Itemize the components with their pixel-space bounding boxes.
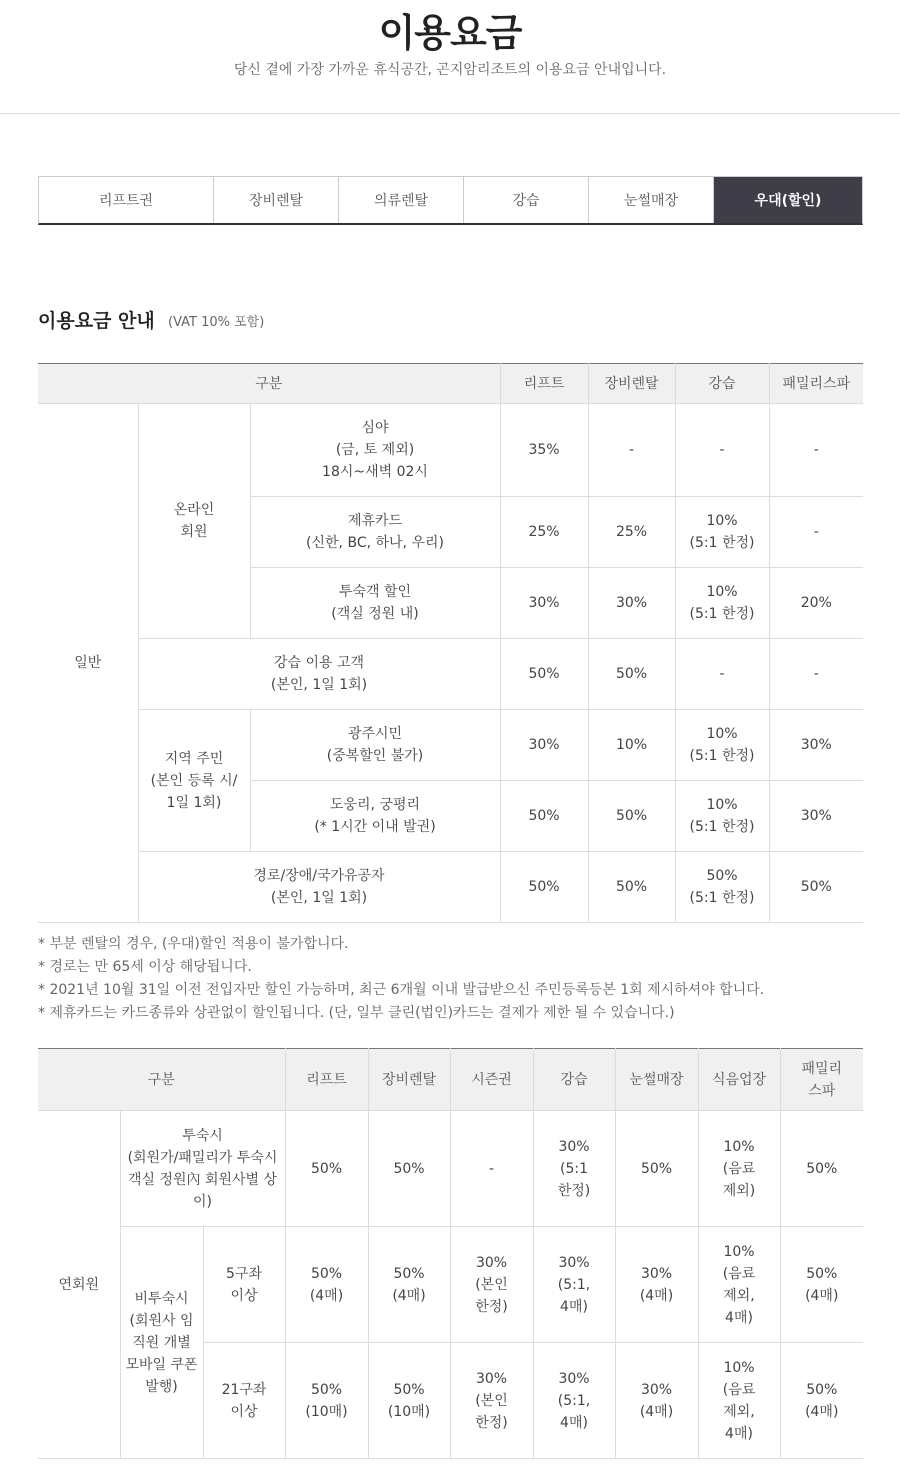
cell-value: 10% (음료 제외, 4매): [698, 1343, 780, 1459]
cell-value: 10% (5:1 한정): [675, 710, 769, 781]
cell-value: -: [769, 639, 863, 710]
row-label: 제휴카드 (신한, BC, 하나, 우리): [250, 497, 500, 568]
cell-value: 30%: [500, 568, 588, 639]
row-label: 투숙객 할인 (객실 정원 내): [250, 568, 500, 639]
row-label: 심야 (금, 토 제외) 18시~새벽 02시: [250, 404, 500, 497]
row-label: 강습 이용 고객 (본인, 1일 1회): [138, 639, 500, 710]
header-family-spa: 패밀리스파: [769, 364, 863, 404]
cell-value: 30%: [769, 781, 863, 852]
cell-value: 10% (5:1 한정): [675, 568, 769, 639]
page-title: 이용요금: [378, 11, 522, 55]
cell-value: 50%: [588, 781, 675, 852]
cell-value: 50% (4매): [780, 1343, 863, 1459]
header-family-spa: 패밀리 스파: [780, 1049, 863, 1111]
header-category: 구분: [38, 364, 500, 404]
header-season-pass: 시즌권: [450, 1049, 533, 1111]
header-lesson: 강습: [533, 1049, 615, 1111]
header-restaurant: 식음업장: [698, 1049, 780, 1111]
cell-value: 10% (5:1 한정): [675, 781, 769, 852]
note-item: * 2021년 10월 31일 이전 전입자만 할인 가능하며, 최근 6개월 이내 발급받으신 주민등록등본 1회 제시하셔야 합니다.: [38, 982, 765, 998]
member-discount-table: [38, 1048, 863, 1459]
cell-value: 50%: [285, 1111, 368, 1227]
cell-value: 10%: [588, 710, 675, 781]
cell-value: 25%: [500, 497, 588, 568]
cell-value: 20%: [769, 568, 863, 639]
row-label: 경로/장애/국가유공자 (본인, 1일 1회): [138, 852, 500, 923]
cell-value: 10% (음료 제외): [698, 1111, 780, 1227]
cell-value: 50%: [769, 852, 863, 923]
cell-value: -: [588, 404, 675, 497]
table-row: [38, 1111, 863, 1227]
cell-value: 50%: [588, 639, 675, 710]
table-row: [38, 1227, 863, 1343]
row-label: 5구좌 이상: [203, 1227, 285, 1343]
cell-value: 10% (음료 제외, 4매): [698, 1227, 780, 1343]
table-header-row: [38, 364, 863, 404]
cell-value: 35%: [500, 404, 588, 497]
cell-value: 50%: [588, 852, 675, 923]
tab-lift-ticket[interactable]: 리프트권: [39, 177, 214, 223]
cell-value: 30% (5:1 한정): [533, 1111, 615, 1227]
page-header: [0, 0, 900, 114]
cell-value: 30%: [588, 568, 675, 639]
table-row: [38, 710, 863, 781]
tab-discount[interactable]: 우대(할인): [714, 177, 862, 223]
table-header-row: [38, 1049, 863, 1111]
page-subtitle: 당신 곁에 가장 가까운 휴식공간, 곤지암리조트의 이용요금 안내입니다.: [233, 62, 667, 78]
cell-value: 50%: [780, 1111, 863, 1227]
cell-value: -: [769, 497, 863, 568]
header-category: 구분: [38, 1049, 285, 1111]
note-item: * 제휴카드는 카드종류와 상관없이 할인됩니다. (단, 일부 클린(법인)카드는 결제가 제한 될 수 있습니다.): [38, 1005, 675, 1021]
table-row: [38, 404, 863, 497]
cell-value: 50%: [500, 781, 588, 852]
tab-equipment-rental[interactable]: 장비렌탈: [214, 177, 339, 223]
notes-list: [38, 933, 863, 1025]
group-general: 일반: [38, 404, 138, 923]
note-item: * 경로는 만 65세 이상 해당됩니다.: [38, 959, 252, 975]
cell-value: -: [769, 404, 863, 497]
cell-value: -: [450, 1111, 533, 1227]
cell-value: -: [675, 404, 769, 497]
cell-value: 30% (4매): [615, 1343, 698, 1459]
header-lift: 리프트: [285, 1049, 368, 1111]
cell-value: 30% (본인 한정): [450, 1227, 533, 1343]
cell-value: 30% (4매): [615, 1227, 698, 1343]
cell-value: 50% (4매): [780, 1227, 863, 1343]
row-label: 도웅리, 궁평리 (* 1시간 이내 발권): [250, 781, 500, 852]
row-label: 투숙시 (회원가/패밀리가 투숙시 객실 정원內 회원사별 상이): [120, 1111, 285, 1227]
cell-value: 50% (10매): [368, 1343, 450, 1459]
cell-value: 30% (5:1, 4매): [533, 1343, 615, 1459]
cell-value: 30% (5:1, 4매): [533, 1227, 615, 1343]
group-non-stay: 비투숙시 (회원사 임직원 개별 모바일 쿠폰 발행): [120, 1227, 203, 1459]
header-rental: 장비렌탈: [588, 364, 675, 404]
cell-value: 10% (5:1 한정): [675, 497, 769, 568]
header-lesson: 강습: [675, 364, 769, 404]
cell-value: 30% (본인 한정): [450, 1343, 533, 1459]
cell-value: -: [675, 639, 769, 710]
group-online-member: 온라인 회원: [138, 404, 250, 639]
tab-sledding[interactable]: 눈썰매장: [589, 177, 714, 223]
tab-bar: [38, 176, 863, 225]
cell-value: 50%: [500, 852, 588, 923]
header-sledding: 눈썰매장: [615, 1049, 698, 1111]
tab-clothing-rental[interactable]: 의류렌탈: [339, 177, 464, 223]
cell-value: 30%: [769, 710, 863, 781]
cell-value: 50% (4매): [368, 1227, 450, 1343]
general-discount-table: [38, 363, 863, 923]
tab-lessons[interactable]: 강습: [464, 177, 589, 223]
row-label: 21구좌 이상: [203, 1343, 285, 1459]
header-lift: 리프트: [500, 364, 588, 404]
table-row: [38, 852, 863, 923]
cell-value: 50% (5:1 한정): [675, 852, 769, 923]
cell-value: 50%: [615, 1111, 698, 1227]
section-heading: 이용요금 안내: [38, 310, 155, 332]
cell-value: 50%: [368, 1111, 450, 1227]
cell-value: 30%: [500, 710, 588, 781]
group-annual-member: 연회원: [38, 1111, 120, 1459]
cell-value: 50% (4매): [285, 1227, 368, 1343]
cell-value: 50% (10매): [285, 1343, 368, 1459]
group-local-resident: 지역 주민 (본인 등록 시/ 1일 1회): [138, 710, 250, 852]
cell-value: 50%: [500, 639, 588, 710]
section-note: (VAT 10% 포함): [168, 315, 265, 330]
cell-value: 25%: [588, 497, 675, 568]
header-rental: 장비렌탈: [368, 1049, 450, 1111]
row-label: 광주시민 (중복할인 불가): [250, 710, 500, 781]
table-row: [38, 639, 863, 710]
note-item: * 부분 렌탈의 경우, (우대)할인 적용이 불가합니다.: [38, 936, 349, 952]
